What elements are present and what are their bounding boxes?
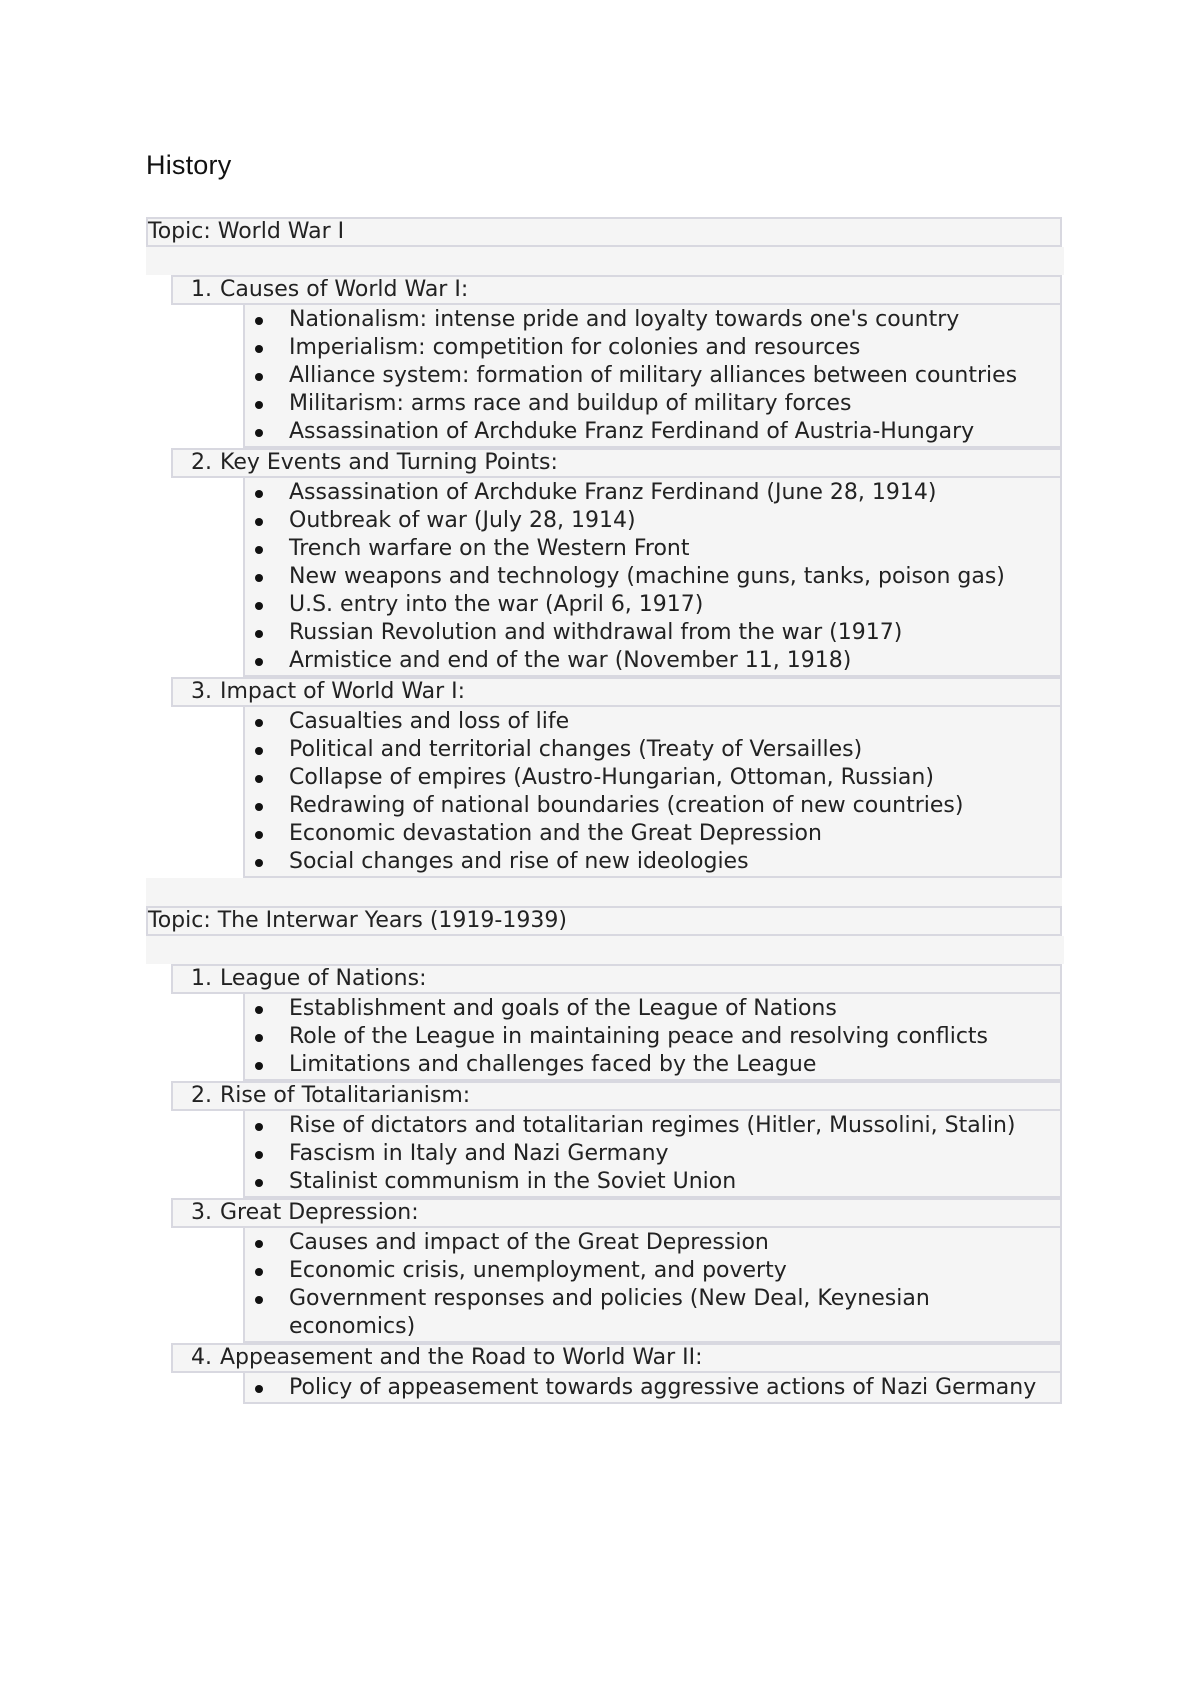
bullet-text: Fascism in Italy and Nazi Germany <box>289 1141 669 1166</box>
bullet-item <box>245 736 1060 764</box>
bullet-item <box>245 848 1060 876</box>
bullet-dot-icon <box>245 1229 289 1257</box>
section-heading: Key Events and Turning Points: <box>220 450 558 475</box>
list-number: 2. <box>191 1083 212 1108</box>
bullet-text: Government responses and policies (New Deal, Keynesian economics) <box>289 1286 930 1339</box>
list-number: 3. <box>191 679 212 704</box>
section-heading: Impact of World War I: <box>220 679 466 704</box>
bullet-item <box>245 1374 1060 1402</box>
bullet-dot-icon <box>245 619 289 647</box>
bullet-item <box>245 792 1060 820</box>
section-heading: Great Depression: <box>220 1200 419 1225</box>
bullet-item <box>245 647 1060 675</box>
bullet-item <box>245 619 1060 647</box>
bullet-dot-icon <box>245 479 289 507</box>
bullet-dot-icon <box>245 507 289 535</box>
bullet-text: Assassination of Archduke Franz Ferdinand of Austria-Hungary <box>289 419 975 444</box>
list-number: 2. <box>191 450 212 475</box>
bullet-item <box>245 764 1060 792</box>
bullet-dot-icon <box>245 563 289 591</box>
bullet-dot-icon <box>245 995 289 1023</box>
bullet-list <box>243 1228 1062 1343</box>
bullet-text: Limitations and challenges faced by the League <box>289 1052 817 1077</box>
bullet-dot-icon <box>245 792 289 820</box>
bullet-dot-icon <box>245 848 289 876</box>
bullet-item <box>245 390 1060 418</box>
topic-spacer <box>146 936 1064 964</box>
bullet-list <box>243 1373 1062 1404</box>
bullet-text: Armistice and end of the war (November 11, 1918) <box>289 648 852 673</box>
bullet-text: Outbreak of war (July 28, 1914) <box>289 508 636 533</box>
topic-spacer <box>146 878 1062 906</box>
bullet-item <box>245 334 1060 362</box>
bullet-dot-icon <box>245 306 289 334</box>
bullet-text: Causes and impact of the Great Depression <box>289 1230 769 1255</box>
bullet-text: Policy of appeasement towards aggressive actions of Nazi Germany <box>289 1375 1037 1400</box>
bullet-dot-icon <box>245 1023 289 1051</box>
bullet-dot-icon <box>245 390 289 418</box>
bullet-item <box>245 1257 1060 1285</box>
topic-heading: Topic: World War I <box>146 217 1062 247</box>
bullet-item <box>245 1051 1060 1079</box>
bullet-text: Casualties and loss of life <box>289 709 570 734</box>
bullet-dot-icon <box>245 1285 289 1341</box>
bullet-dot-icon <box>245 1168 289 1196</box>
bullet-item <box>245 479 1060 507</box>
bullet-text: Rise of dictators and totalitarian regimes (Hitler, Mussolini, Stalin) <box>289 1113 1016 1138</box>
bullet-dot-icon <box>245 535 289 563</box>
numbered-list-item <box>171 1198 1062 1228</box>
bullet-dot-icon <box>245 362 289 390</box>
bullet-text: Establishment and goals of the League of Nations <box>289 996 837 1021</box>
bullet-text: Economic crisis, unemployment, and poverty <box>289 1258 787 1283</box>
bullet-text: Russian Revolution and withdrawal from the war (1917) <box>289 620 903 645</box>
topic-section <box>146 217 1062 906</box>
bullet-item <box>245 1112 1060 1140</box>
bullet-item <box>245 535 1060 563</box>
section-heading: League of Nations: <box>220 966 427 991</box>
numbered-list-item <box>171 677 1062 707</box>
numbered-list-item <box>171 964 1062 994</box>
bullet-dot-icon <box>245 820 289 848</box>
section-heading: Appeasement and the Road to World War II: <box>220 1345 703 1370</box>
bullet-text: Role of the League in maintaining peace and resolving conflicts <box>289 1024 989 1049</box>
document-title: History <box>146 150 232 180</box>
topics-container <box>146 217 1062 1404</box>
bullet-item <box>245 1023 1060 1051</box>
bullet-text: Imperialism: competition for colonies and resources <box>289 335 861 360</box>
numbered-list-item <box>171 1343 1062 1373</box>
bullet-dot-icon <box>245 334 289 362</box>
list-number: 1. <box>191 277 212 302</box>
bullet-dot-icon <box>245 1257 289 1285</box>
bullet-item <box>245 563 1060 591</box>
bullet-text: Redrawing of national boundaries (creation of new countries) <box>289 793 964 818</box>
bullet-item <box>245 362 1060 390</box>
numbered-list-item <box>171 275 1062 305</box>
bullet-dot-icon <box>245 1112 289 1140</box>
bullet-text: Social changes and rise of new ideologies <box>289 849 749 874</box>
section-heading: Causes of World War I: <box>220 277 469 302</box>
bullet-text: U.S. entry into the war (April 6, 1917) <box>289 592 704 617</box>
section-heading: Rise of Totalitarianism: <box>220 1083 471 1108</box>
bullet-item <box>245 591 1060 619</box>
bullet-text: Political and territorial changes (Treaty of Versailles) <box>289 737 863 762</box>
list-number: 3. <box>191 1200 212 1225</box>
bullet-item <box>245 306 1060 334</box>
bullet-list <box>243 994 1062 1081</box>
bullet-list <box>243 478 1062 677</box>
bullet-text: Alliance system: formation of military alliances between countries <box>289 363 1018 388</box>
bullet-text: Assassination of Archduke Franz Ferdinand (June 28, 1914) <box>289 480 937 505</box>
bullet-text: Nationalism: intense pride and loyalty towards one's country <box>289 307 960 332</box>
topic-heading: Topic: The Interwar Years (1919-1939) <box>146 906 1062 936</box>
bullet-text: Trench warfare on the Western Front <box>289 536 690 561</box>
list-number: 1. <box>191 966 212 991</box>
bullet-item <box>245 1229 1060 1257</box>
bullet-dot-icon <box>245 736 289 764</box>
numbered-list-item <box>171 1081 1062 1111</box>
bullet-item <box>245 1168 1060 1196</box>
bullet-item <box>245 418 1060 446</box>
bullet-list <box>243 707 1062 878</box>
bullet-item <box>245 507 1060 535</box>
bullet-text: Collapse of empires (Austro-Hungarian, Ottoman, Russian) <box>289 765 934 790</box>
bullet-item <box>245 708 1060 736</box>
bullet-item <box>245 1285 1060 1341</box>
topic-section <box>146 906 1062 1404</box>
bullet-dot-icon <box>245 591 289 619</box>
bullet-list <box>243 1111 1062 1198</box>
numbered-list <box>171 275 1062 878</box>
numbered-list <box>171 964 1062 1404</box>
bullet-text: New weapons and technology (machine guns, tanks, poison gas) <box>289 564 1005 589</box>
bullet-item <box>245 995 1060 1023</box>
bullet-dot-icon <box>245 647 289 675</box>
numbered-list-item <box>171 448 1062 478</box>
bullet-dot-icon <box>245 764 289 792</box>
bullet-dot-icon <box>245 418 289 446</box>
bullet-dot-icon <box>245 1140 289 1168</box>
bullet-dot-icon <box>245 708 289 736</box>
topic-spacer <box>146 247 1064 275</box>
bullet-text: Stalinist communism in the Soviet Union <box>289 1169 737 1194</box>
bullet-item <box>245 1140 1060 1168</box>
list-number: 4. <box>191 1345 212 1370</box>
document-page <box>146 145 1062 1404</box>
bullet-dot-icon <box>245 1051 289 1079</box>
bullet-dot-icon <box>245 1374 289 1402</box>
bullet-text: Economic devastation and the Great Depression <box>289 821 822 846</box>
bullet-item <box>245 820 1060 848</box>
bullet-list <box>243 305 1062 448</box>
bullet-text: Militarism: arms race and buildup of military forces <box>289 391 852 416</box>
